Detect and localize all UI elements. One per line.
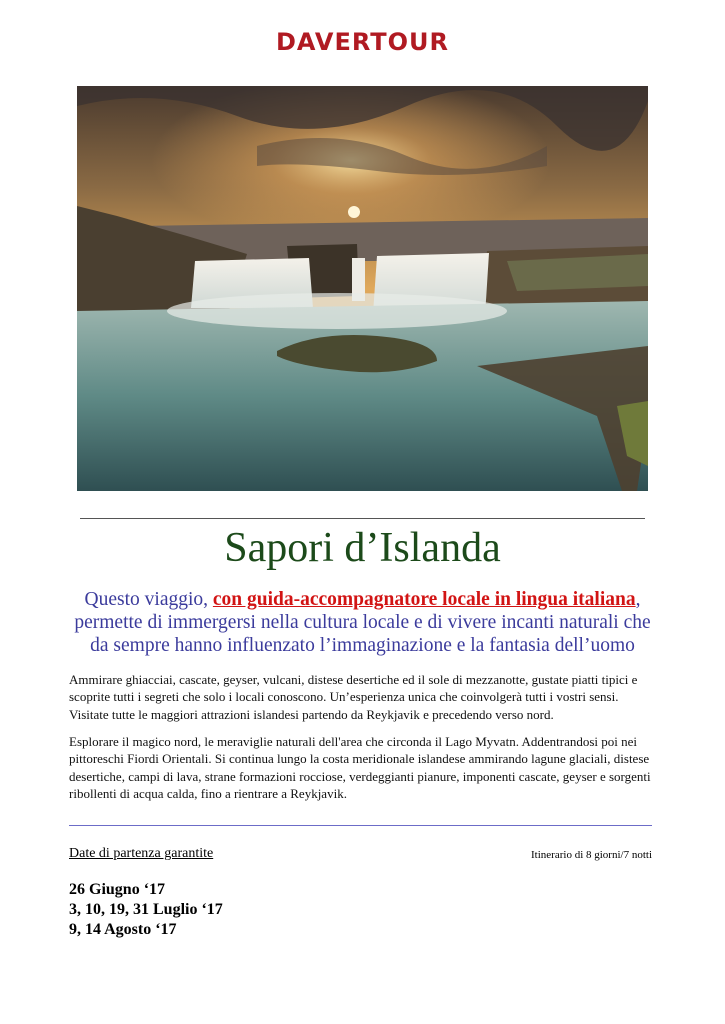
waterfall-landscape-photo [77,86,648,491]
brand-logo: DAVERTOUR [276,28,449,56]
itinerary-duration: Itinerario di 8 giorni/7 notti [531,849,652,861]
intro-highlight: con guida-accompagnatore locale in lingua italiana [212,589,636,610]
page-title: Sapori d’Islanda [224,525,501,571]
divider-top [80,518,645,519]
intro-before: Questo viaggio, [84,589,213,610]
departure-date: 9, 14 Agosto ‘17 [69,921,177,938]
intro-after: , permette di immergersi nella cultura locale e di vivere incanti naturali che da sempre hanno influenzato l’immaginazione e la fantasia dell’uomo [74,589,651,656]
dates-label: Date di partenza garantite [69,846,214,861]
departure-date: 26 Giugno ‘17 [69,881,166,898]
departure-dates [69,880,223,940]
description-paragraph-2: Esplorare il magico nord, le meraviglie naturali dell'area che circonda il Lago Myvatn. Addentrandosi poi nei pittoreschi Fiordi Orientali. Si continua lungo la costa meridionale islandese ammirando lagune glaciali, distese desertiche, campi di lava, strane formazioni rocciose, verdeggianti pianure, imponenti cascate, geyser e sorgenti ribollenti di acqua calda, fino a rientrare a Reykjavik. [69,734,651,802]
waterfall-photo [77,86,648,491]
divider-blue [69,825,652,826]
departure-date: 3, 10, 19, 31 Luglio ‘17 [69,901,223,918]
description-paragraph-1: Ammirare ghiacciai, cascate, geyser, vulcani, distese desertiche ed il sole di mezzanotte, gustate piatti tipici e scoprite tutti i segreti che solo i locali conoscono. Un’esperienza unica che coinvolgerà tutti i vostri sensi. Visitate tutte le maggiori attrazioni islandesi partendo da Reykjavik e precedendo verso nord. [69,672,638,722]
intro-text [70,588,655,657]
